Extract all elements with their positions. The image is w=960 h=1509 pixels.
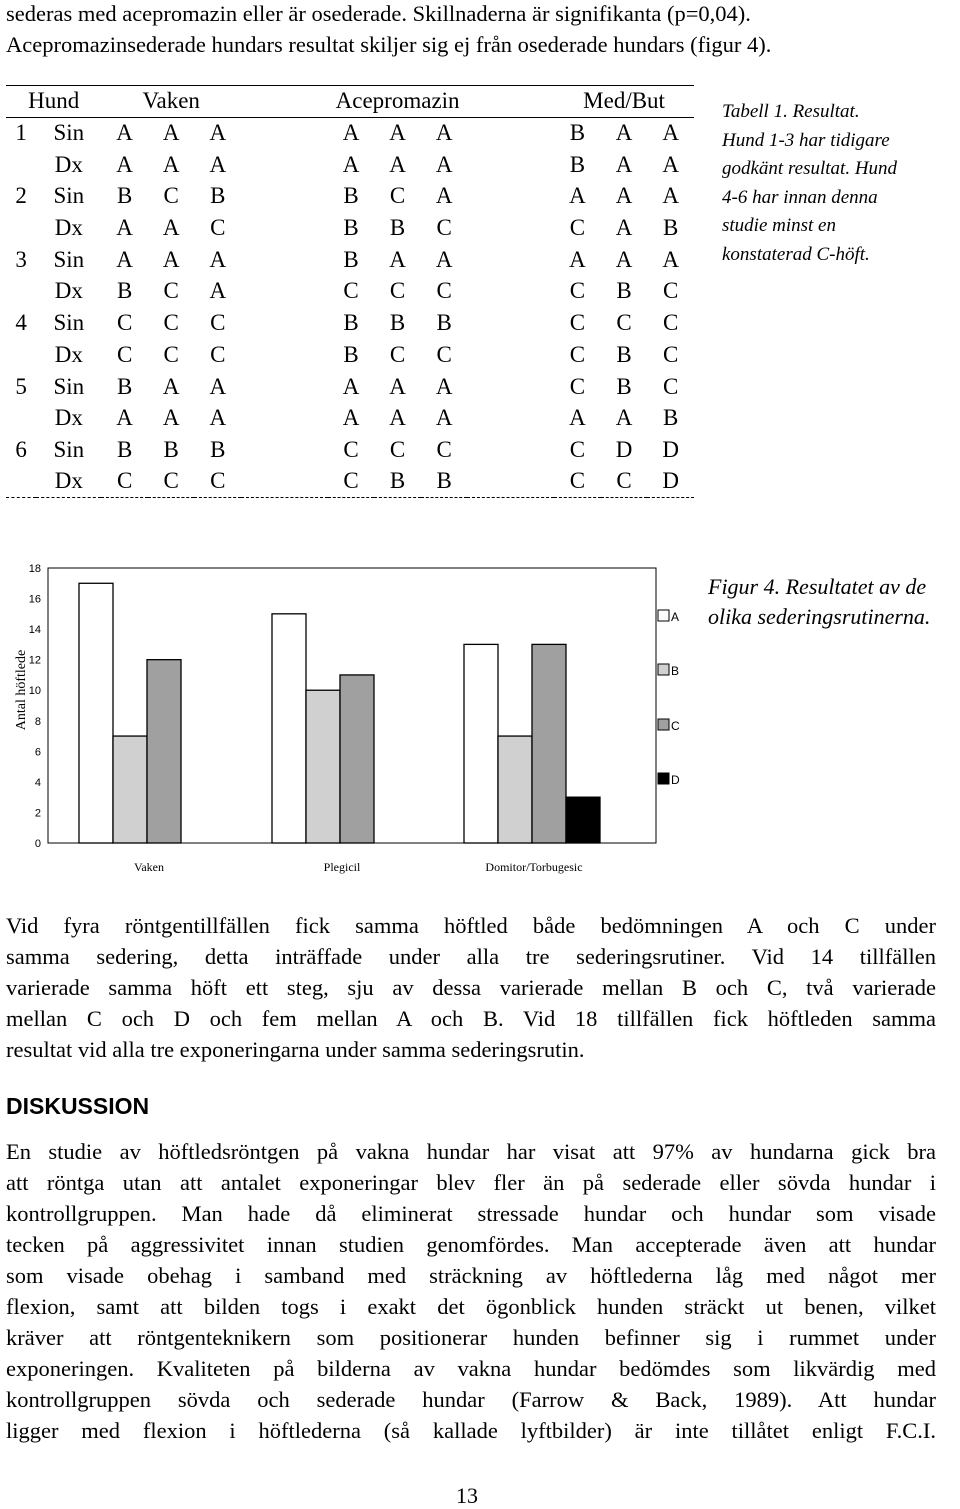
figure-caption-line: olika sederingsrutinerna. <box>708 604 931 629</box>
y-axis-title: Antal höftlede <box>14 649 29 731</box>
table-caption-line: Tabell 1. Resultat. <box>722 101 860 122</box>
side-cell: Sin <box>53 246 85 272</box>
y-tick-label: 12 <box>28 654 41 667</box>
vaken-grade-cell: A <box>162 405 180 431</box>
medbut-grade-cell: C <box>616 310 632 336</box>
bar-c-plegicil <box>340 675 374 843</box>
medbut-grade-cell: A <box>615 405 633 431</box>
table-spacer <box>467 212 554 244</box>
figure-caption <box>708 572 930 632</box>
table-body <box>6 117 694 497</box>
medbut-grade-cell: D <box>662 468 679 494</box>
table-row <box>6 181 694 213</box>
dog-number-cell: 4 <box>15 310 27 336</box>
vaken-grade-cell: B <box>210 183 226 209</box>
acepromazin-grade-cell: B <box>389 310 406 336</box>
acepromazin-grade-cell: A <box>435 151 453 177</box>
medbut-grade-cell: A <box>569 246 586 272</box>
acepromazin-grade-cell: A <box>389 246 406 272</box>
discussion-line-3: kontrollgruppen. Man hade då eliminerat stressade hundar och hundar som visade <box>6 1201 936 1226</box>
acepromazin-grade-cell: C <box>436 341 452 367</box>
table-caption <box>722 98 897 269</box>
side-cell: Sin <box>53 373 85 399</box>
table-spacer <box>467 402 554 434</box>
dog-number-cell <box>6 276 36 308</box>
table-caption-line: Hund 1-3 har tidigare <box>722 129 890 151</box>
medbut-grade-cell: B <box>569 151 586 177</box>
table-caption-line: 4-6 har innan denna <box>722 186 878 208</box>
discussion-line-6: flexion, samt att bilden togs i exakt det ögonblick hunden sträckt ut benen, vilket <box>6 1294 936 1319</box>
discussion-line-5: som visade obehag i samband med sträckning av höftlederna låg med något mer <box>6 1263 936 1288</box>
vaken-grade-cell: A <box>209 278 227 304</box>
discussion-line-4: tecken på aggressivitet innan studien genomfördes. Man accepterade även att hundar <box>6 1232 936 1257</box>
medbut-grade-cell: A <box>615 246 633 272</box>
acepromazin-grade-cell: B <box>343 310 359 336</box>
acepromazin-grade-cell: C <box>436 278 452 304</box>
acepromazin-grade-cell: B <box>436 468 452 494</box>
table-caption-line: studie minst en <box>722 215 836 236</box>
y-tick-label: 18 <box>28 563 41 575</box>
figure-caption-line: Figur 4. Resultatet av de <box>708 574 927 599</box>
vaken-grade-cell: C <box>210 215 226 241</box>
medbut-grade-cell: A <box>662 246 679 272</box>
results-line-4: mellan C och D och fem mellan A och B. Vid 18 tillfällen fick höftleden samma <box>6 1006 936 1031</box>
table-row <box>6 402 694 434</box>
y-tick-label: 10 <box>28 685 41 698</box>
table-spacer <box>467 339 554 371</box>
acepromazin-grade-cell: A <box>389 405 406 431</box>
dog-number-cell <box>6 212 36 244</box>
acepromazin-grade-cell: B <box>343 183 359 209</box>
acepromazin-grade-cell: B <box>389 468 406 494</box>
bar-d-domitor-torbugesic <box>566 797 600 843</box>
dog-number-cell: 1 <box>15 120 27 146</box>
table-row <box>6 117 694 149</box>
legend-swatch-a <box>658 610 669 621</box>
acepromazin-grade-cell: C <box>389 183 406 209</box>
acepromazin-grade-cell: A <box>435 246 453 272</box>
table-spacer <box>241 466 328 498</box>
table-spacer <box>467 371 554 403</box>
medbut-grade-cell: D <box>662 436 679 462</box>
dog-number-cell: 3 <box>15 246 27 272</box>
discussion-line-7: kräver att röntgenteknikern som positionerar hunden befinner sig i rummet under <box>6 1325 936 1350</box>
medbut-grade-cell: B <box>662 215 679 241</box>
bar-a-domitor-torbugesic <box>464 644 498 843</box>
vaken-grade-cell: C <box>116 468 133 494</box>
medbut-grade-cell: A <box>662 120 679 146</box>
legend-label-d: D <box>671 773 680 787</box>
table-spacer <box>467 434 554 466</box>
y-tick-label: 4 <box>34 776 41 789</box>
table-row <box>6 371 694 403</box>
side-cell: Sin <box>53 436 85 462</box>
table-spacer <box>241 307 328 339</box>
vaken-grade-cell: C <box>210 310 226 336</box>
vaken-grade-cell: C <box>163 310 179 336</box>
vaken-grade-cell: C <box>116 341 133 367</box>
y-tick-label: 6 <box>34 746 41 759</box>
acepromazin-grade-cell: B <box>436 310 452 336</box>
acepromazin-grade-cell: C <box>436 215 452 241</box>
table-caption-line: konstaterad C-höft. <box>722 243 870 265</box>
legend-swatch-b <box>658 664 669 675</box>
medbut-grade-cell: C <box>569 436 586 462</box>
vaken-grade-cell: B <box>116 278 133 304</box>
legend-label-c: C <box>671 719 680 733</box>
side-cell: Dx <box>54 151 83 177</box>
header-vaken: Vaken <box>142 88 200 114</box>
medbut-grade-cell: B <box>569 120 586 146</box>
header-medbut: Med/But <box>583 88 665 114</box>
medbut-grade-cell: A <box>615 151 633 177</box>
table-row <box>6 466 694 498</box>
acepromazin-grade-cell: A <box>435 120 453 146</box>
table-spacer <box>467 181 554 213</box>
acepromazin-grade-cell: B <box>343 215 359 241</box>
vaken-grade-cell: A <box>162 373 180 399</box>
side-cell: Sin <box>53 120 85 146</box>
acepromazin-grade-cell: A <box>435 373 453 399</box>
acepromazin-grade-cell: C <box>389 436 406 462</box>
medbut-grade-cell: C <box>569 278 586 304</box>
table-spacer <box>241 181 328 213</box>
section-heading: DISKUSSION <box>6 1093 150 1119</box>
discussion-line-8: exponeringen. Kvaliteten på bilderna av vakna hundar bedömdes som likvärdig med <box>6 1356 936 1381</box>
acepromazin-grade-cell: C <box>343 436 359 462</box>
dog-number-cell: 5 <box>15 373 27 399</box>
legend-swatch-d <box>658 773 669 784</box>
vaken-grade-cell: A <box>116 405 133 431</box>
table-spacer <box>467 466 554 498</box>
bar-c-domitor-torbugesic <box>532 644 566 843</box>
acepromazin-grade-cell: A <box>342 151 360 177</box>
side-cell: Dx <box>54 405 83 431</box>
medbut-grade-cell: C <box>662 341 679 367</box>
medbut-grade-cell: B <box>662 405 679 431</box>
table-spacer <box>241 434 328 466</box>
y-tick-label: 8 <box>34 715 41 728</box>
vaken-grade-cell: A <box>162 246 180 272</box>
vaken-grade-cell: C <box>210 341 226 367</box>
acepromazin-grade-cell: A <box>342 405 360 431</box>
medbut-grade-cell: A <box>662 151 679 177</box>
bar-a-plegicil <box>272 614 306 843</box>
table-spacer <box>241 244 328 276</box>
vaken-grade-cell: B <box>116 373 133 399</box>
table-row <box>6 307 694 339</box>
acepromazin-grade-cell: A <box>389 373 406 399</box>
legend-label-b: B <box>671 664 680 678</box>
acepromazin-grade-cell: C <box>436 436 452 462</box>
acepromazin-grade-cell: B <box>343 246 359 272</box>
intro-line-1: sederas med acepromazin eller är osederade. Skillnaderna är signifikanta (p=0,04). <box>6 1 751 26</box>
medbut-grade-cell: C <box>662 310 679 336</box>
results-line-2: samma sedering, detta inträffade under alla tre sederingsrutiner. Vid 14 tillfällen <box>6 944 936 969</box>
medbut-grade-cell: A <box>615 183 633 209</box>
table-spacer <box>467 117 554 149</box>
vaken-grade-cell: A <box>209 151 227 177</box>
bar-a-vaken <box>79 583 113 843</box>
vaken-grade-cell: A <box>162 120 180 146</box>
medbut-grade-cell: C <box>569 373 586 399</box>
side-cell: Dx <box>54 468 83 494</box>
medbut-grade-cell: C <box>569 310 586 336</box>
header-hund: Hund <box>28 88 80 114</box>
results-line-5: resultat vid alla tre exponeringarna under samma sederingsrutin. <box>6 1037 585 1062</box>
acepromazin-grade-cell: A <box>389 120 406 146</box>
vaken-grade-cell: A <box>209 373 227 399</box>
medbut-grade-cell: C <box>569 468 586 494</box>
vaken-grade-cell: B <box>210 436 226 462</box>
medbut-grade-cell: C <box>662 278 679 304</box>
table-row <box>6 244 694 276</box>
medbut-grade-cell: C <box>569 341 586 367</box>
discussion-line-1: En studie av höftledsröntgen på vakna hundar har visat att 97% av hundarna gick bra <box>6 1139 936 1164</box>
table-spacer <box>241 402 328 434</box>
medbut-grade-cell: A <box>615 215 633 241</box>
vaken-grade-cell: A <box>116 120 133 146</box>
y-tick-label: 14 <box>28 624 41 637</box>
vaken-grade-cell: C <box>210 468 226 494</box>
side-cell: Sin <box>53 310 85 336</box>
vaken-grade-cell: C <box>163 183 179 209</box>
table-spacer <box>467 307 554 339</box>
results-line-1: Vid fyra röntgentillfällen fick samma höftled både bedömningen A och C under <box>6 913 936 938</box>
side-cell: Sin <box>53 183 85 209</box>
acepromazin-grade-cell: B <box>343 341 359 367</box>
vaken-grade-cell: B <box>116 183 133 209</box>
x-category-label: Domitor/Torbugesic <box>485 860 583 874</box>
table-header-row <box>6 86 694 118</box>
results-table <box>6 85 694 498</box>
table-spacer <box>241 149 328 181</box>
medbut-grade-cell: B <box>616 341 632 367</box>
table-row <box>6 434 694 466</box>
vaken-grade-cell: C <box>163 468 179 494</box>
medbut-grade-cell: C <box>569 215 586 241</box>
acepromazin-grade-cell: C <box>343 278 359 304</box>
x-category-label: Vaken <box>134 860 164 874</box>
legend-label-a: A <box>671 610 680 624</box>
table-caption-line: godkänt resultat. Hund <box>722 158 898 179</box>
acepromazin-grade-cell: C <box>389 278 406 304</box>
vaken-grade-cell: C <box>163 278 179 304</box>
header-acepromazin: Acepromazin <box>335 88 460 114</box>
table-row <box>6 149 694 181</box>
y-tick-label: 0 <box>34 838 41 850</box>
vaken-grade-cell: A <box>116 151 133 177</box>
dog-number-cell: 2 <box>15 183 27 209</box>
medbut-grade-cell: C <box>662 373 679 399</box>
acepromazin-grade-cell: A <box>435 405 453 431</box>
dog-number-cell <box>6 402 36 434</box>
vaken-grade-cell: A <box>209 246 227 272</box>
vaken-grade-cell: A <box>162 215 180 241</box>
y-tick-label: 2 <box>34 807 41 820</box>
legend-swatch-c <box>658 719 669 730</box>
acepromazin-grade-cell: C <box>343 468 359 494</box>
table-spacer <box>241 212 328 244</box>
bar-b-plegicil <box>306 690 340 843</box>
medbut-grade-cell: A <box>662 183 679 209</box>
intro-line-2: Acepromazinsederade hundars resultat skiljer sig ej från osederade hundars (figur 4). <box>6 32 772 57</box>
table-row <box>6 339 694 371</box>
vaken-grade-cell: A <box>116 215 133 241</box>
medbut-grade-cell: B <box>616 278 632 304</box>
vaken-grade-cell: B <box>163 436 179 462</box>
side-cell: Dx <box>54 215 83 241</box>
acepromazin-grade-cell: C <box>389 341 406 367</box>
table-spacer <box>467 244 554 276</box>
acepromazin-grade-cell: A <box>342 120 360 146</box>
table-spacer <box>467 149 554 181</box>
x-category-label: Plegicil <box>323 860 361 874</box>
vaken-grade-cell: A <box>116 246 133 272</box>
results-line-3: varierade samma höft ett steg, sju av dessa varierade mellan B och C, två varierade <box>6 975 936 1000</box>
vaken-grade-cell: A <box>209 405 227 431</box>
medbut-grade-cell: A <box>615 120 633 146</box>
dog-number-cell: 6 <box>15 436 27 462</box>
side-cell: Dx <box>54 278 83 304</box>
table-spacer <box>241 371 328 403</box>
discussion-line-9: kontrollgruppen sövda och sederade hundar (Farrow & Back, 1989). Att hundar <box>6 1387 936 1412</box>
acepromazin-grade-cell: A <box>342 373 360 399</box>
bar-b-vaken <box>113 736 147 843</box>
bar-c-vaken <box>147 660 181 843</box>
medbut-grade-cell: A <box>569 183 586 209</box>
medbut-grade-cell: C <box>616 468 632 494</box>
table-spacer <box>241 339 328 371</box>
discussion-line-2: att röntga utan att antalet exponeringar blev fler än på sederade eller sövda hundar i <box>6 1170 936 1195</box>
vaken-grade-cell: A <box>209 120 227 146</box>
medbut-grade-cell: D <box>615 436 633 462</box>
table-row <box>6 212 694 244</box>
vaken-grade-cell: A <box>162 151 180 177</box>
dog-number-cell <box>6 466 36 498</box>
medbut-grade-cell: B <box>616 373 632 399</box>
acepromazin-grade-cell: B <box>389 215 406 241</box>
dog-number-cell <box>6 339 36 371</box>
table-spacer <box>467 276 554 308</box>
dog-number-cell <box>6 149 36 181</box>
vaken-grade-cell: C <box>163 341 179 367</box>
discussion-line-10: ligger med flexion i höftlederna (så kallade lyftbilder) är inte tillåtet enligt F.C.I. <box>6 1418 936 1443</box>
table-spacer <box>241 276 328 308</box>
page-number: 13 <box>456 1483 478 1508</box>
acepromazin-grade-cell: A <box>435 183 453 209</box>
medbut-grade-cell: A <box>569 405 586 431</box>
acepromazin-grade-cell: A <box>389 151 406 177</box>
vaken-grade-cell: B <box>116 436 133 462</box>
side-cell: Dx <box>54 341 83 367</box>
y-tick-label: 16 <box>28 593 41 606</box>
vaken-grade-cell: C <box>116 310 133 336</box>
table-spacer <box>241 117 328 149</box>
table-row <box>6 276 694 308</box>
bar-b-domitor-torbugesic <box>498 736 532 843</box>
